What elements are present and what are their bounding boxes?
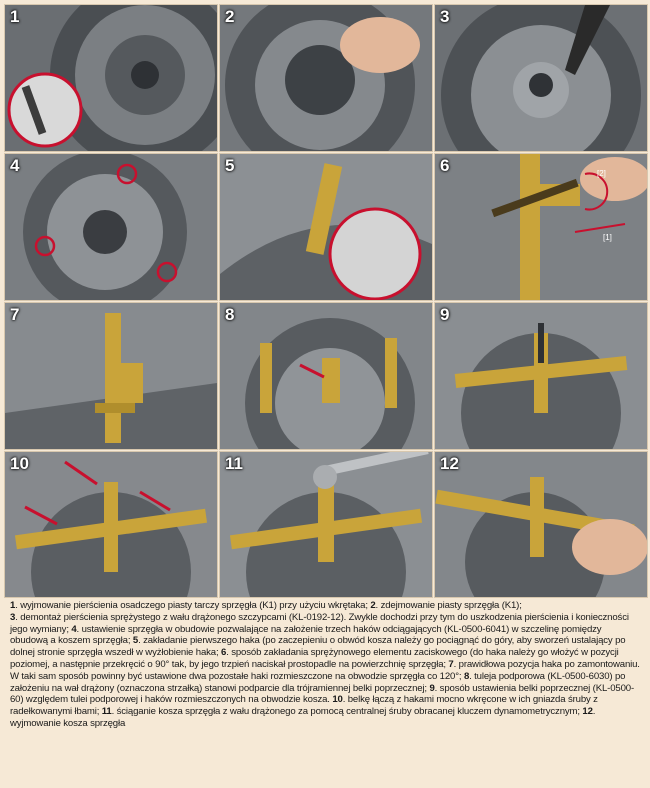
caption-item-text: . belkę łączą z hakami mocno wkręcone w ich gniazda śruby z radełkowanymi łbami; xyxy=(10,694,598,718)
panel-number: 12 xyxy=(440,454,459,473)
panel-number: 6 xyxy=(440,156,450,175)
photo-panel-3 xyxy=(434,4,648,152)
photo-grid xyxy=(4,4,646,596)
caption-item-text: . ustawienie sprzęgła w obudowie pozwalające na założenie trzech haków odciągających (KL-0500-6041) w szczelinę pomiędzy obudową a koszem sprzęgła; xyxy=(10,623,602,647)
clutch-photo-2 xyxy=(220,5,432,151)
panel-number: 10 xyxy=(10,454,29,473)
caption-item-number: 11 xyxy=(101,706,112,718)
caption-item-number: 5 xyxy=(132,635,139,647)
caption-item-text: . zakładanie pierwszego haka (po zaczepieniu o obwód kosza należy go pociągnąć do góry, aby sworzeń ustalający po dolnej stronie sprzęgła wszedł w wyżłobienie haka; xyxy=(10,635,626,659)
panel-number: 9 xyxy=(440,305,450,324)
caption-item-text: . ściąganie kosza sprzęgła z wału drążonego za pomocą centralnej śruby obracanej kluczem dynamometrycznym; xyxy=(111,706,583,718)
caption-item-number: 2 xyxy=(370,600,376,611)
photo-panel-7 xyxy=(4,302,218,450)
caption-item-text: . wyjmowanie pierścienia osadczego piasty tarczy sprzęgła (K1) przy użyciu wkrętaka; xyxy=(15,600,371,611)
photo-panel-2 xyxy=(219,4,433,152)
photo-panel-8 xyxy=(219,302,433,450)
panel-number: 1 xyxy=(10,7,20,26)
caption-item-number: 8 xyxy=(463,670,470,682)
caption-item-text: . sposób ustawienia belki poprzecznej (KL-0500-60) względem tulei podporowej i haków rozmieszczonych na obwodzie kosza. xyxy=(10,682,634,706)
figure-caption xyxy=(10,600,640,730)
panel-number: 8 xyxy=(225,305,235,324)
caption-item-text: . demontaż pierścienia sprężystego z wału drążonego szczypcami (KL-0192-12). Zwykle dochodzi przy tym do uszkodzenia pierścienia i konieczności jego wymiany; xyxy=(10,611,629,635)
photo-panel-10 xyxy=(4,451,218,598)
photo-panel-1 xyxy=(4,4,218,152)
caption-item-text: . zdejmowanie piasty sprzęgła (K1); xyxy=(375,600,522,611)
arrow-label-2: [2] xyxy=(597,169,606,178)
caption-item-text: . tuleja podporowa (KL-0500-6030) po założeniu na wał drążony (oznaczona strzałką) stanowi podparcie dla trójramiennej belki poprzecznej; xyxy=(10,670,626,694)
caption-item-number: 7 xyxy=(448,658,454,670)
clutch-photo-3 xyxy=(435,5,647,151)
panel-number: 11 xyxy=(225,454,243,473)
photo-panel-6 xyxy=(434,153,648,301)
clutch-photo-4 xyxy=(5,154,217,300)
caption-item-number: 6 xyxy=(221,647,227,659)
photo-panel-12 xyxy=(434,451,648,598)
panel-number: 7 xyxy=(10,305,20,324)
panel-number: 4 xyxy=(10,156,20,175)
clutch-photo-8 xyxy=(220,303,432,449)
caption-item-number: 4 xyxy=(71,623,77,635)
clutch-photo-5 xyxy=(220,154,432,300)
caption-item-text: . prawidłowa pozycja haka po zamontowaniu. W taki sam sposób powinny być ustawione dwa pozostałe haki rozmieszczone na obwodzie sprzęgła co 120°; xyxy=(10,658,640,682)
panel-number: 2 xyxy=(225,7,235,26)
clutch-photo-1 xyxy=(5,5,217,151)
caption-item-text: . wyjmowanie kosza sprzęgła xyxy=(10,706,596,729)
clutch-photo-11 xyxy=(220,452,432,597)
clutch-photo-6 xyxy=(435,154,647,300)
clutch-photo-12 xyxy=(435,452,647,597)
caption-item-text: . sposób zakładania sprężynowego elementu zaciskowego (do haka należy go włożyć w pozycji poziomej, a następnie przekręcić o 90° tak, by jego trzpień naciskał prostopadle na powierzchnię sprzęgła; xyxy=(10,647,619,670)
photo-panel-4 xyxy=(4,153,218,301)
caption-item-number: 3 xyxy=(10,611,16,623)
panel-number: 3 xyxy=(440,7,450,26)
clutch-photo-10 xyxy=(5,452,217,597)
clutch-photo-7 xyxy=(5,303,217,449)
panel-number: 5 xyxy=(225,156,235,175)
clutch-photo-9 xyxy=(435,303,647,449)
photo-panel-9 xyxy=(434,302,648,450)
caption-item-number: 10 xyxy=(332,694,343,706)
caption-item-number: 1 xyxy=(10,600,16,611)
photo-panel-5 xyxy=(219,153,433,301)
caption-item-number: 9 xyxy=(429,682,435,694)
caption-item-number: 12 xyxy=(582,706,593,718)
arrow-label-1: [1] xyxy=(603,233,612,242)
photo-panel-11 xyxy=(219,451,433,598)
